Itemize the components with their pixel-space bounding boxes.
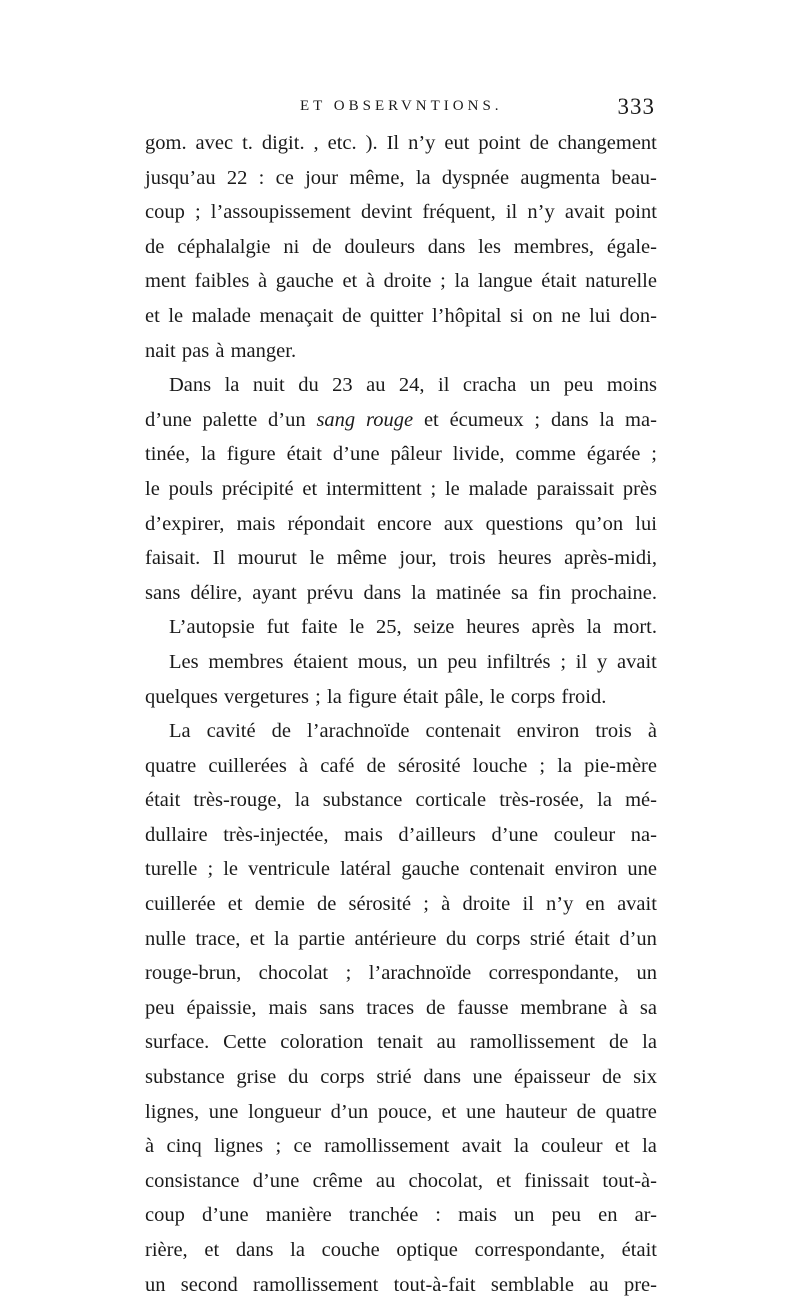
text-line: le pouls précipité et intermittent ; le malade paraissait près — [145, 477, 657, 500]
text-line: turelle ; le ventricule latéral gauche contenait environ une — [145, 858, 657, 881]
page-number: 333 — [617, 94, 655, 119]
text-line: de céphalalgie ni de douleurs dans les membres, égale- — [145, 235, 657, 258]
text-line: Les membres étaient mous, un peu infiltrés ; il y avait — [169, 650, 657, 673]
text-line: Dans la nuit du 23 au 24, il cracha un peu moins — [169, 374, 657, 397]
text-line: d’une palette d’un sang rouge et écumeux ; dans la ma- — [145, 408, 657, 431]
text-line: coup d’une manière tranchée : mais un peu en ar- — [145, 1204, 657, 1227]
text-line: gom. avec t. digit. , etc. ). Il n’y eut point de changement — [145, 132, 657, 154]
text-line: un second ramollissement tout-à-fait semblable au pre- — [145, 1273, 657, 1296]
text-line: rière, et dans la couche optique correspondante, était — [145, 1239, 657, 1261]
text-line: L’autopsie fut faite le 25, seize heures après la mort. — [169, 616, 657, 639]
text-line: substance grise du corps strié dans une épaisseur de six — [145, 1066, 657, 1089]
text-line: tinée, la figure était d’une pâleur livide, comme égarée ; — [145, 443, 657, 466]
text-line: quelques vergetures ; la figure était pâle, le corps froid. — [145, 685, 607, 708]
text-line: consistance d’une crême au chocolat, et finissait tout-à- — [145, 1169, 657, 1192]
text-line: était très-rouge, la substance corticale très-rosée, la mé- — [145, 789, 657, 812]
text-line: faisait. Il mourut le même jour, trois heures après-midi, — [145, 547, 657, 570]
text-line: cuillerée et demie de sérosité ; à droite il n’y en avait — [145, 893, 657, 916]
text-line: nait pas à manger. — [145, 339, 297, 362]
text-line: d’expirer, mais répondait encore aux questions qu’on lui — [145, 512, 657, 535]
running-head: ET OBSERVNTIONS. — [300, 98, 503, 114]
text-line: dullaire très-injectée, mais d’ailleurs d’une couleur na- — [145, 823, 657, 846]
text-line: quatre cuillerées à café de sérosité louche ; la pie-mère — [145, 754, 657, 777]
page-header — [145, 94, 655, 124]
text-line: surface. Cette coloration tenait au ramollissement de la — [145, 1031, 657, 1054]
text-line: et le malade menaçait de quitter l’hôpital si on ne lui don- — [145, 304, 657, 327]
text-line: lignes, une longueur d’un pouce, et une hauteur de quatre — [145, 1100, 657, 1123]
text-line: ment faibles à gauche et à droite ; la langue était naturelle — [145, 270, 657, 293]
text-line: La cavité de l’arachnoïde contenait environ trois à — [169, 720, 657, 743]
text-line: sans délire, ayant prévu dans la matinée sa fin prochaine. — [145, 581, 657, 604]
text-line: peu épaissie, mais sans traces de fausse membrane à sa — [145, 996, 657, 1019]
text-line: coup ; l’assoupissement devint fréquent, il n’y avait point — [145, 201, 657, 224]
body-text — [145, 126, 657, 1302]
text-line: jusqu’au 22 : ce jour même, la dyspnée augmenta beau- — [145, 166, 657, 189]
text-line: à cinq lignes ; ce ramollissement avait la couleur et la — [145, 1135, 657, 1158]
text-line: nulle trace, et la partie antérieure du corps strié était d’un — [145, 927, 657, 950]
text-line: rouge-brun, chocolat ; l’arachnoïde correspondante, un — [145, 962, 657, 985]
